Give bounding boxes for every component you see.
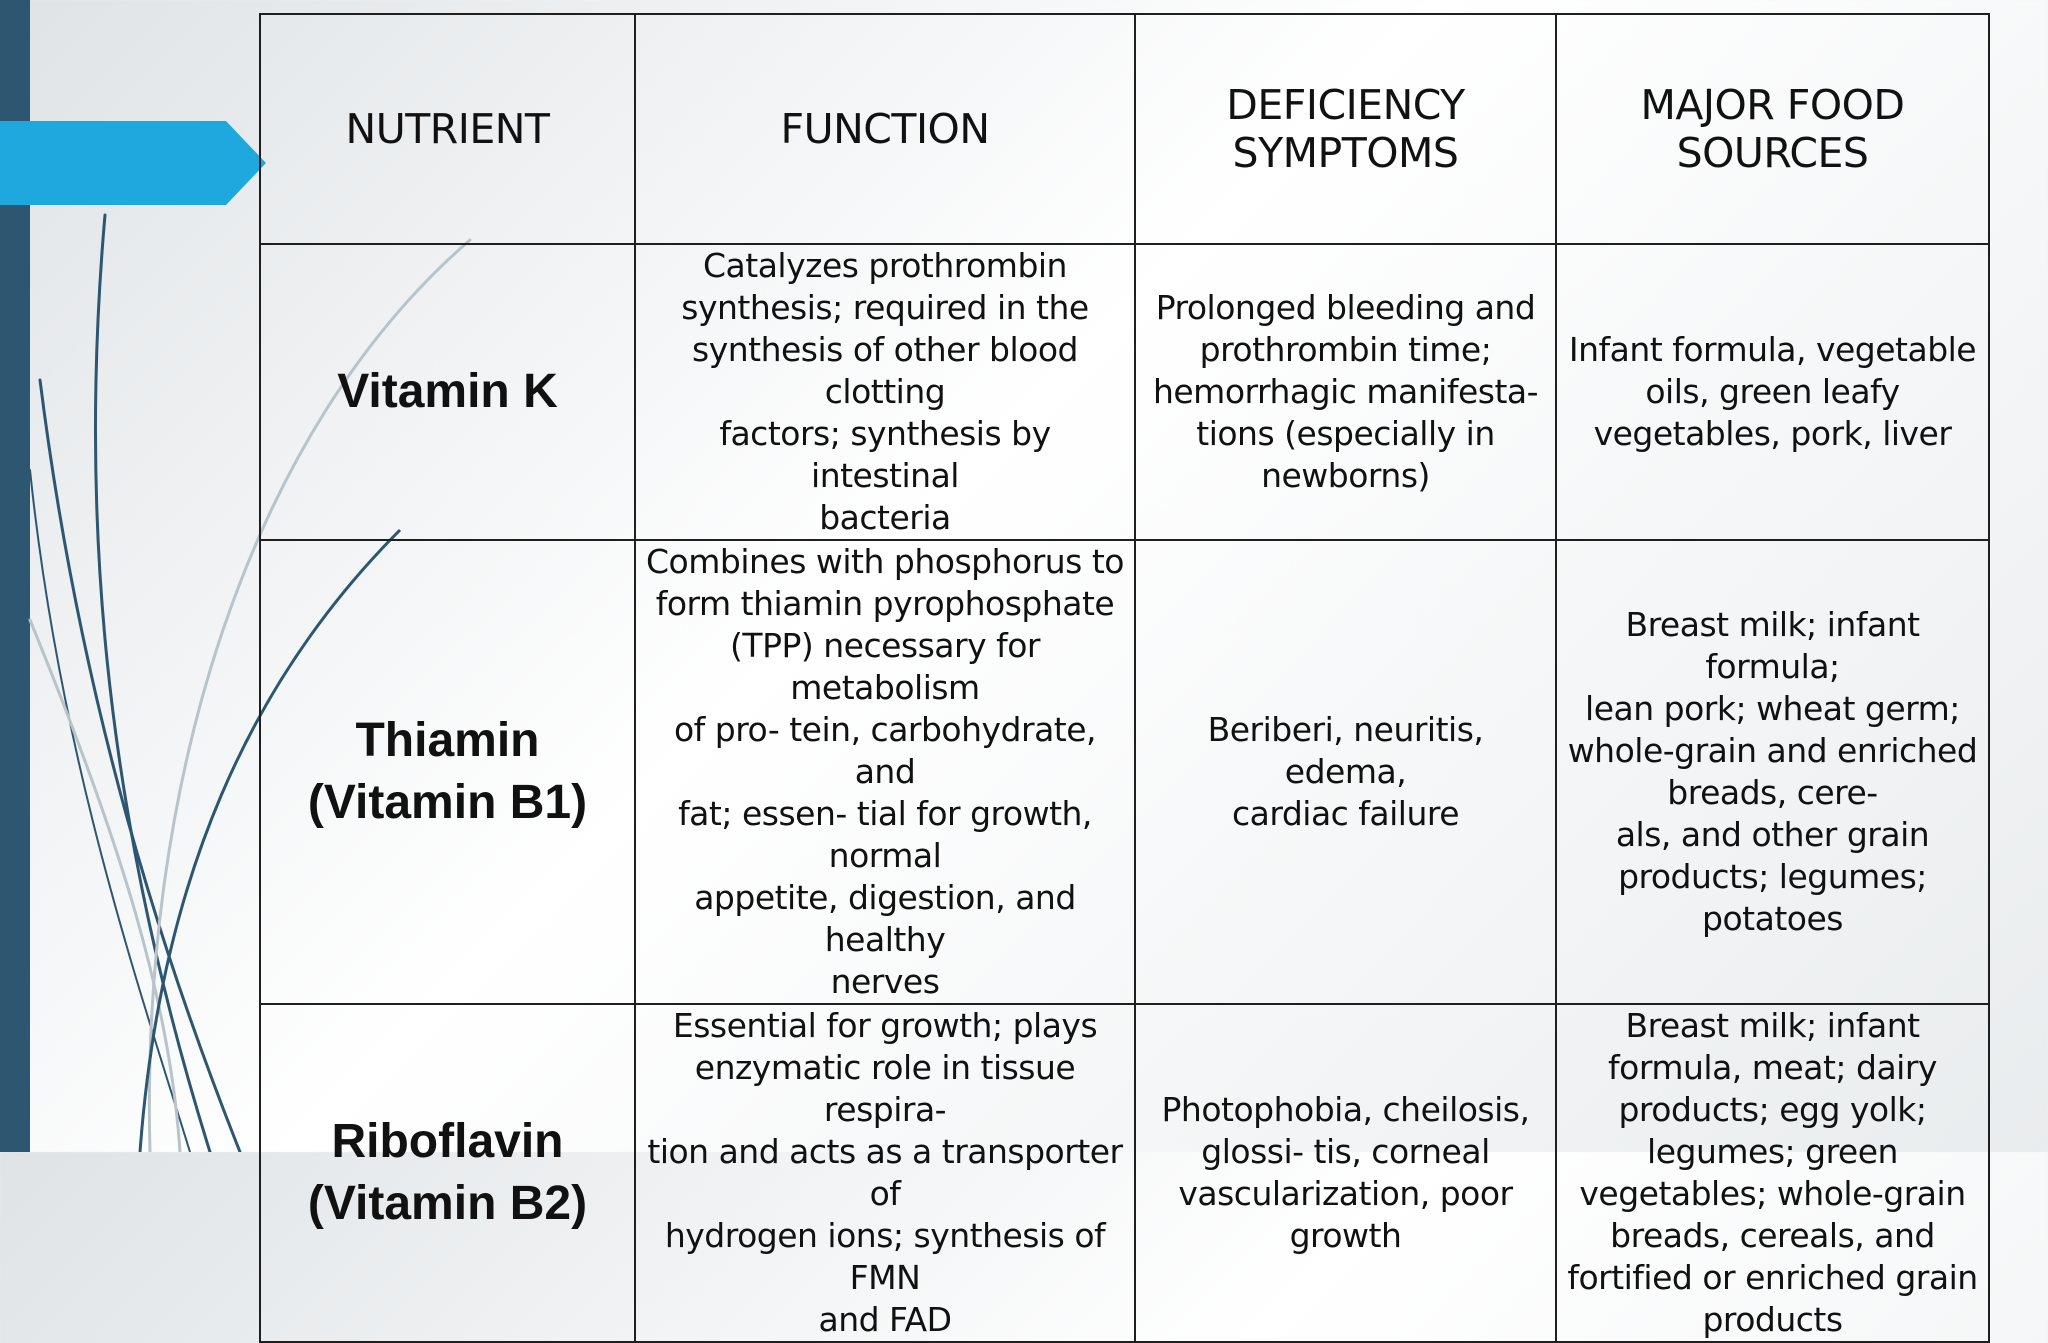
header-function: FUNCTION [635,14,1135,244]
nutrient-cell: Riboflavin (Vitamin B2) [260,1004,635,1342]
table-row [260,540,1989,1004]
header-nutrient: NUTRIENT [260,14,635,244]
function-cell: Combines with phosphorus to form thiamin pyrophosphate (TPP) necessary for metabolism of pro- tein, carbohydrate, and fat; essen- tial for growth, normal appetite, digestion, and healthy nerves [635,540,1135,1004]
function-cell: Essential for growth; plays enzymatic role in tissue respira- tion and acts as a transporter of hydrogen ions; synthesis of FMN and FAD [635,1004,1135,1342]
sources-cell: Breast milk; infant formula, meat; dairy products; egg yolk; legumes; green vegetables; whole-grain breads, cereals, and fortified or enriched grain products [1556,1004,1989,1342]
table-row [260,1004,1989,1342]
nutrient-cell: Vitamin K [260,244,635,540]
sources-cell: Breast milk; infant formula; lean pork; wheat germ; whole-grain and enriched breads, cere- als, and other grain products; legumes; potatoes [1556,540,1989,1004]
sources-cell: Infant formula, vegetable oils, green leafy vegetables, pork, liver [1556,244,1989,540]
nutrient-table [259,13,1990,1343]
table-header-row [260,14,1989,244]
arrow-banner [0,121,266,205]
header-deficiency-symptoms: DEFICIENCY SYMPTOMS [1135,14,1556,244]
deficiency-cell: Prolonged bleeding and prothrombin time; hemorrhagic manifesta- tions (especially in newborns) [1135,244,1556,540]
table-row [260,244,1989,540]
deficiency-cell: Beriberi, neuritis, edema, cardiac failure [1135,540,1556,1004]
function-cell: Catalyzes prothrombin synthesis; required in the synthesis of other blood clotting factors; synthesis by intestinal bacteria [635,244,1135,540]
nutrient-cell: Thiamin (Vitamin B1) [260,540,635,1004]
deficiency-cell: Photophobia, cheilosis, glossi- tis, corneal vascularization, poor growth [1135,1004,1556,1342]
header-major-food-sources: MAJOR FOOD SOURCES [1556,14,1989,244]
